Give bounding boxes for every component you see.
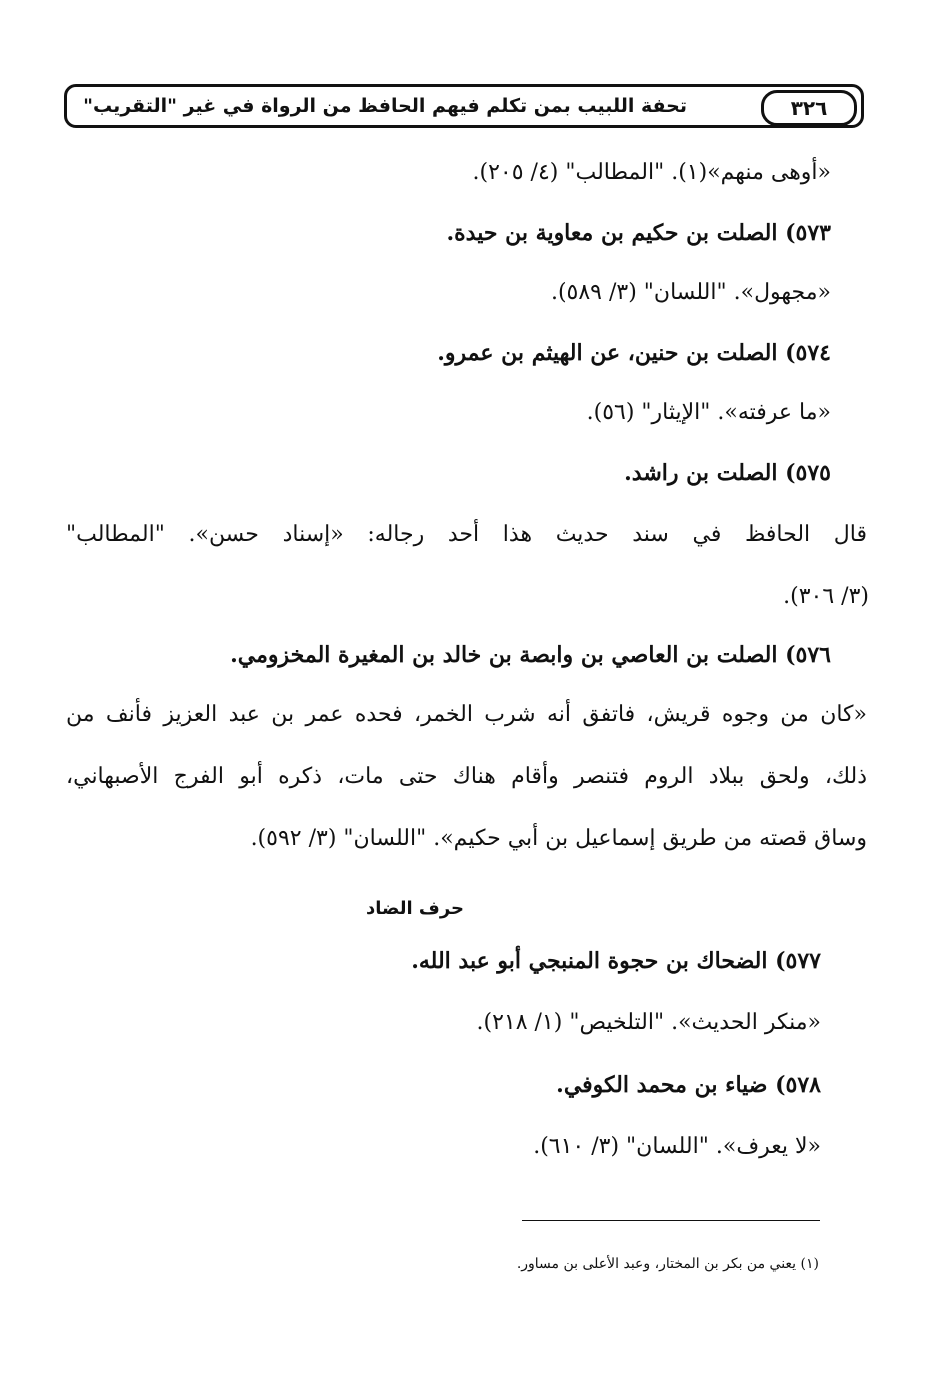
page-number: ٣٢٦ xyxy=(761,90,857,126)
entry-574-heading: ٥٧٤) الصلت بن حنين، عن الهيثم بن عمرو. xyxy=(437,340,831,366)
text-line: «أوهى منهم»(١). "المطالب" (٤/ ٢٠٥). xyxy=(472,160,831,185)
running-header xyxy=(64,84,864,128)
text-line: «لا يعرف». "اللسان" (٣/ ٦١٠). xyxy=(533,1134,821,1159)
entry-576-heading: ٥٧٦) الصلت بن العاصي بن وابصة بن خالد بن المغيرة المخزومي. xyxy=(230,642,831,668)
entry-577-heading: ٥٧٧) الضحاك بن حجوة المنبجي أبو عبد الله. xyxy=(411,948,821,974)
footnote-divider xyxy=(522,1220,820,1221)
text-line: «منكر الحديث». "التلخيص" (١/ ٢١٨). xyxy=(476,1010,821,1035)
text-line: وساق قصته من طريق إسماعيل بن أبي حكيم». "اللسان" (٣/ ٥٩٢). xyxy=(250,826,867,851)
text-line: ذلك، ولحق ببلاد الروم فتنصر وأقام هناك حتى مات، ذكره أبو الفرج الأصبهاني، xyxy=(66,764,867,789)
footnote: (١) يعني من بكر بن المختار، وعبد الأعلى بن مساور. xyxy=(516,1256,819,1272)
text-line: «مجهول». "اللسان" (٣/ ٥٨٩). xyxy=(550,280,831,305)
text-line: «ما عرفته». "الإيثار" (٥٦). xyxy=(586,400,831,425)
text-line: «كان من وجوه قريش، فاتفق أنه شرب الخمر، فحده عمر بن عبد العزيز فأنف من xyxy=(66,702,867,727)
entry-573-heading: ٥٧٣) الصلت بن حكيم بن معاوية بن حيدة. xyxy=(446,220,831,246)
text-line: قال الحافظ في سند حديث هذا أحد رجاله: «إسناد حسن». "المطالب" xyxy=(66,522,867,547)
text-line: (٣/ ٣٠٦). xyxy=(783,584,869,609)
book-title: تحفة اللبيب بمن تكلم فيهم الحافظ من الرواة في غير "التقريب" xyxy=(83,95,687,117)
section-heading: حرف الضاد xyxy=(365,898,464,919)
entry-575-heading: ٥٧٥) الصلت بن راشد. xyxy=(624,460,831,486)
entry-578-heading: ٥٧٨) ضياء بن محمد الكوفي. xyxy=(556,1072,821,1098)
